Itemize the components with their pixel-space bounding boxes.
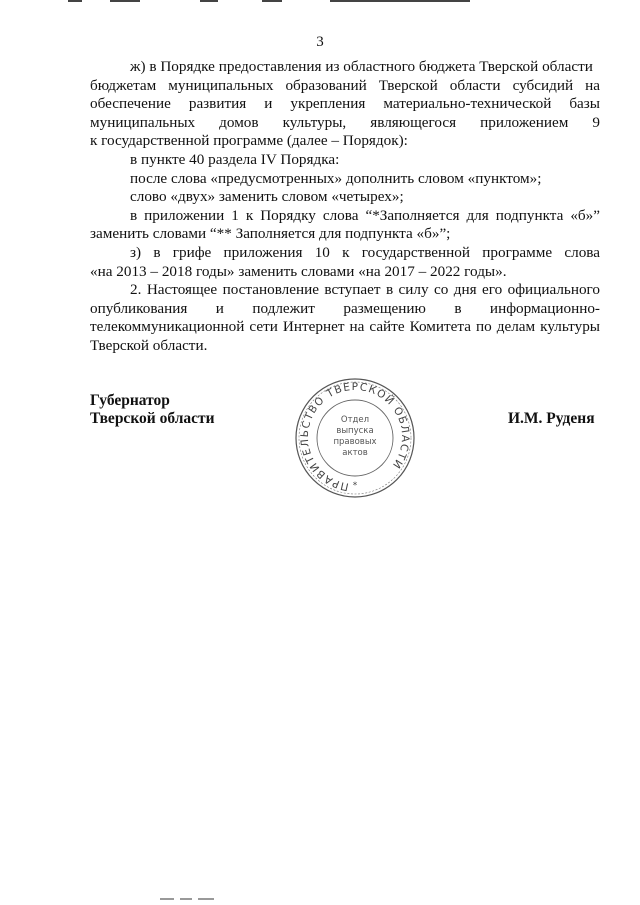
page-number: 3 <box>316 34 324 50</box>
signatory-title-line: Губернатор <box>90 392 170 409</box>
seal-ring-text: ПРАВИТЕЛЬСТВО ТВЕРСКОЙ ОБЛАСТИ <box>298 380 412 493</box>
paragraph-line: «на 2013 – 2018 годы» заменить словами «на 2017 – 2022 годы». <box>90 262 507 280</box>
paragraph-line: 2. Настоящее постановление вступает в силу со дня его официального <box>130 281 600 299</box>
seal-center-line: выпуска <box>336 426 374 436</box>
paragraph-line: к государственной программе (далее – Порядок): <box>90 132 408 150</box>
paragraph-line: после слова «предусмотренных» дополнить словом «пунктом»; <box>130 169 542 187</box>
paragraph-line: в пункте 40 раздела IV Порядка: <box>130 150 340 168</box>
paragraph-line: ж) в Порядке предоставления из областного бюджета Тверской области <box>130 58 593 75</box>
top-scan-marks <box>0 0 640 4</box>
paragraph-line: в приложении 1 к Порядку слова “*Заполняется для подпункта «б»” <box>130 206 600 224</box>
paragraph-line: муниципальных домов культуры, являющегося приложением 9 <box>90 113 600 131</box>
paragraph-line: з) в грифе приложения 10 к государственной программе слова <box>130 243 600 261</box>
seal-center-line: актов <box>342 448 368 458</box>
signatory-title <box>90 392 215 428</box>
bottom-scan-marks <box>160 898 220 901</box>
seal-center-line: правовых <box>333 437 377 447</box>
paragraph-line: Тверской области. <box>90 336 208 354</box>
paragraph-line: телекоммуникационной сети Интернет на сайте Комитета по делам культуры <box>90 318 600 336</box>
document-body <box>90 58 600 356</box>
paragraph-line: заменить словами “** Заполняется для подпункта «б»”; <box>90 225 451 243</box>
paragraph-line: обеспечение развития и укрепления материально-технической базы <box>90 95 600 113</box>
paragraph-line: слово «двух» заменить словом «четырех»; <box>130 188 404 206</box>
paragraph-line: опубликования и подлежит размещению в информационно- <box>90 299 600 317</box>
seal-star-icon: * <box>352 481 358 491</box>
seal-center-line: Отдел <box>340 415 370 425</box>
signatory-title-line: Тверской области <box>90 410 215 427</box>
signatory-name: И.М. Руденя <box>508 410 595 427</box>
paragraph-line: бюджетам муниципальных образований Тверской области субсидий на <box>90 76 600 94</box>
official-seal <box>290 376 420 500</box>
